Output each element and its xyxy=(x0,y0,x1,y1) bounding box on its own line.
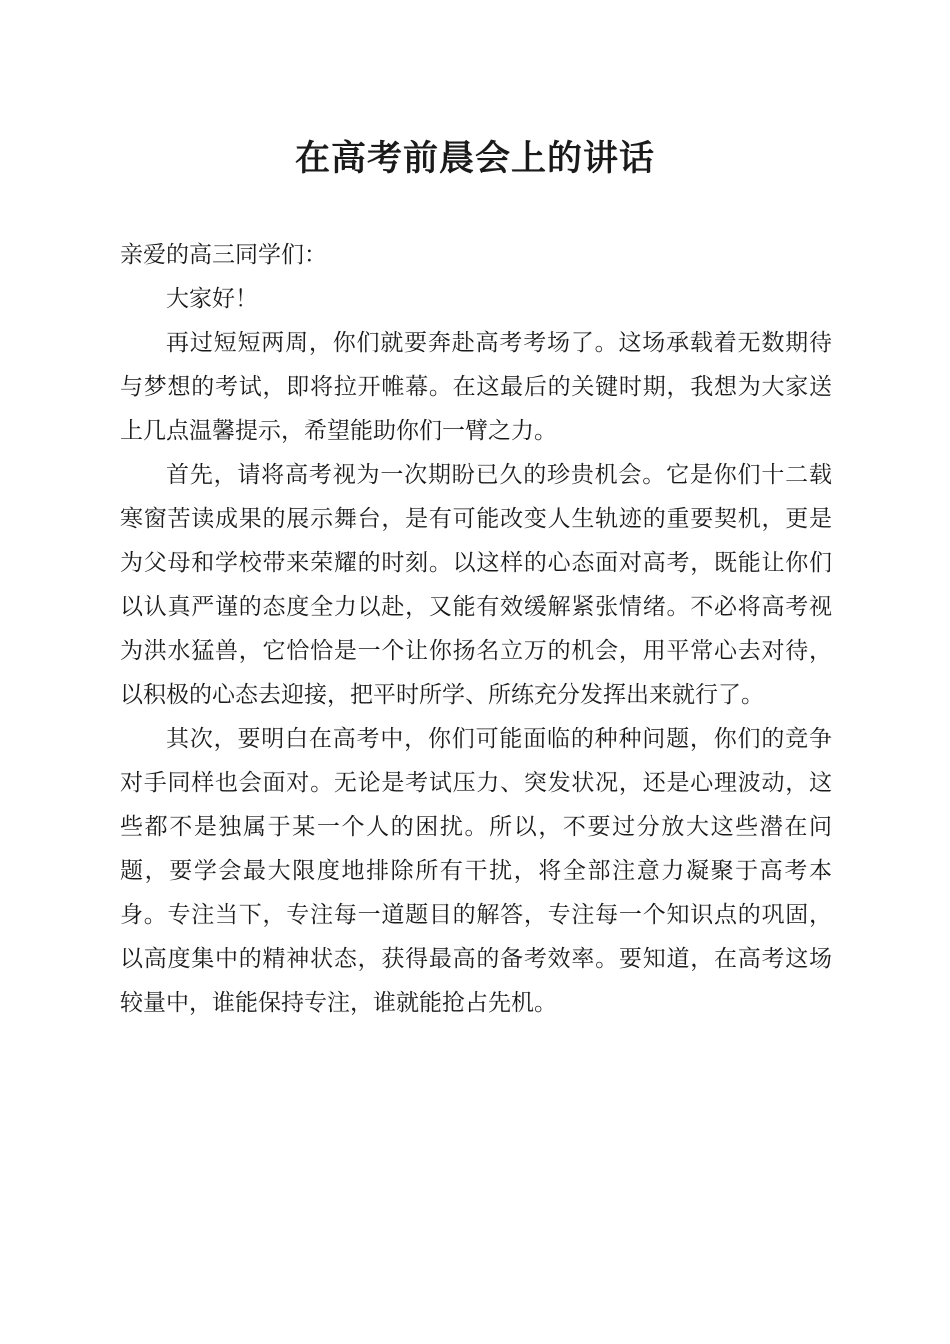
document-body xyxy=(120,233,832,1025)
body-paragraph-1: 再过短短两周，你们就要奔赴高考考场了。这场承载着无数期待与梦想的考试，即将拉开帷幕。在这最后的关键时期，我想为大家送上几点温馨提示，希望能助你们一臂之力。 xyxy=(120,330,832,444)
body-paragraph-2: 首先，请将高考视为一次期盼已久的珍贵机会。它是你们十二载寒窗苦读成果的展示舞台，是有可能改变人生轨迹的重要契机，更是为父母和学校带来荣耀的时刻。以这样的心态面对高考，既能让你们以认真严谨的态度全力以赴，又能有效缓解紧张情绪。不必将高考视为洪水猛兽，它恰恰是一个让你扬名立万的机会，用平常心去对待，以积极的心态去迎接，把平时所学、所练充分发挥出来就行了。 xyxy=(120,462,832,708)
greeting: 大家好！ xyxy=(166,286,258,312)
body-paragraph-3: 其次，要明白在高考中，你们可能面临的种种问题，你们的竞争对手同样也会面对。无论是考试压力、突发状况，还是心理波动，这些都不是独属于某一个人的困扰。所以，不要过分放大这些潜在问题，要学会最大限度地排除所有干扰，将全部注意力凝聚于高考本身。专注当下，专注每一道题目的解答，专注每一个知识点的巩固，以高度集中的精神状态，获得最高的备考效率。要知道，在高考这场较量中，谁能保持专注，谁就能抢占先机。 xyxy=(120,726,832,1016)
salutation: 亲爱的高三同学们： xyxy=(120,242,327,268)
document-title: 在高考前晨会上的讲话 xyxy=(294,138,655,179)
